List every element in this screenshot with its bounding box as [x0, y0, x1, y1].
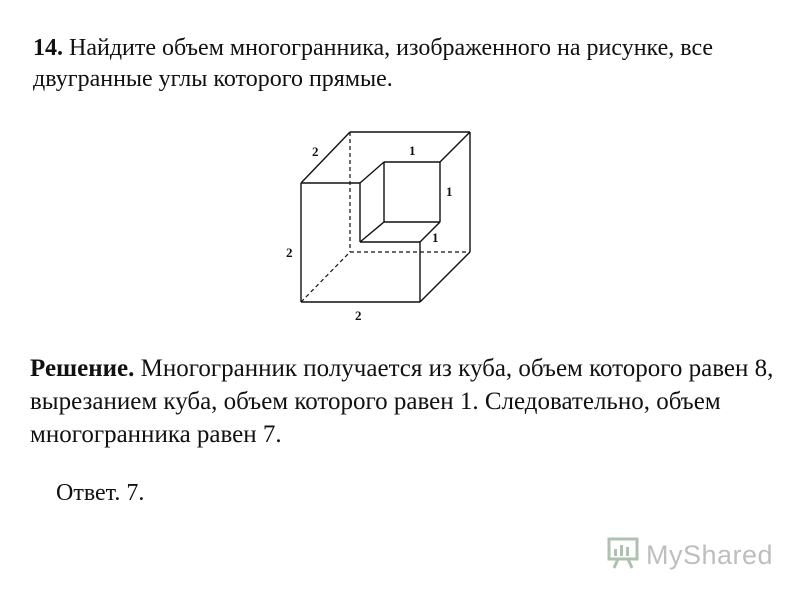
watermark [606, 536, 773, 575]
label-inner-top-edge: 1 [409, 143, 416, 158]
label-inner-right-edge: 1 [446, 184, 453, 199]
label-bottom-width: 2 [355, 308, 362, 323]
presentation-board-icon [606, 536, 640, 575]
solution-block [30, 352, 790, 451]
label-top-left-edge: 2 [312, 144, 319, 159]
answer-text: Ответ. 7. [56, 480, 145, 506]
label-left-height: 2 [286, 245, 293, 260]
solution-label: Решение. [30, 355, 135, 382]
problem-statement [33, 33, 773, 95]
hidden-bottom-left-depth-edge [301, 252, 350, 302]
problem-text: Найдите объем многогранника, изображенного на рисунке, все двугранные углы которого прямые. [33, 35, 714, 92]
polyhedron-figure [270, 120, 510, 330]
right-top-depth-edge [440, 132, 470, 162]
bottom-right-depth-edge [420, 252, 470, 302]
solution-text: Многогранник получается из куба, объем которого равен 8, вырезанием куба, объем которого равен 1. Следовательно, объем многогранника равен 7. [30, 355, 774, 448]
problem-number: 14. [33, 35, 63, 61]
cut-top-depth-edge [360, 162, 384, 183]
cut-bottom-depth-edge [360, 222, 384, 242]
label-inner-depth-edge: 1 [432, 230, 439, 245]
top-left-depth-edge [301, 132, 350, 183]
watermark-text: MyShared [646, 540, 774, 570]
polyhedron-drawing [270, 120, 510, 330]
